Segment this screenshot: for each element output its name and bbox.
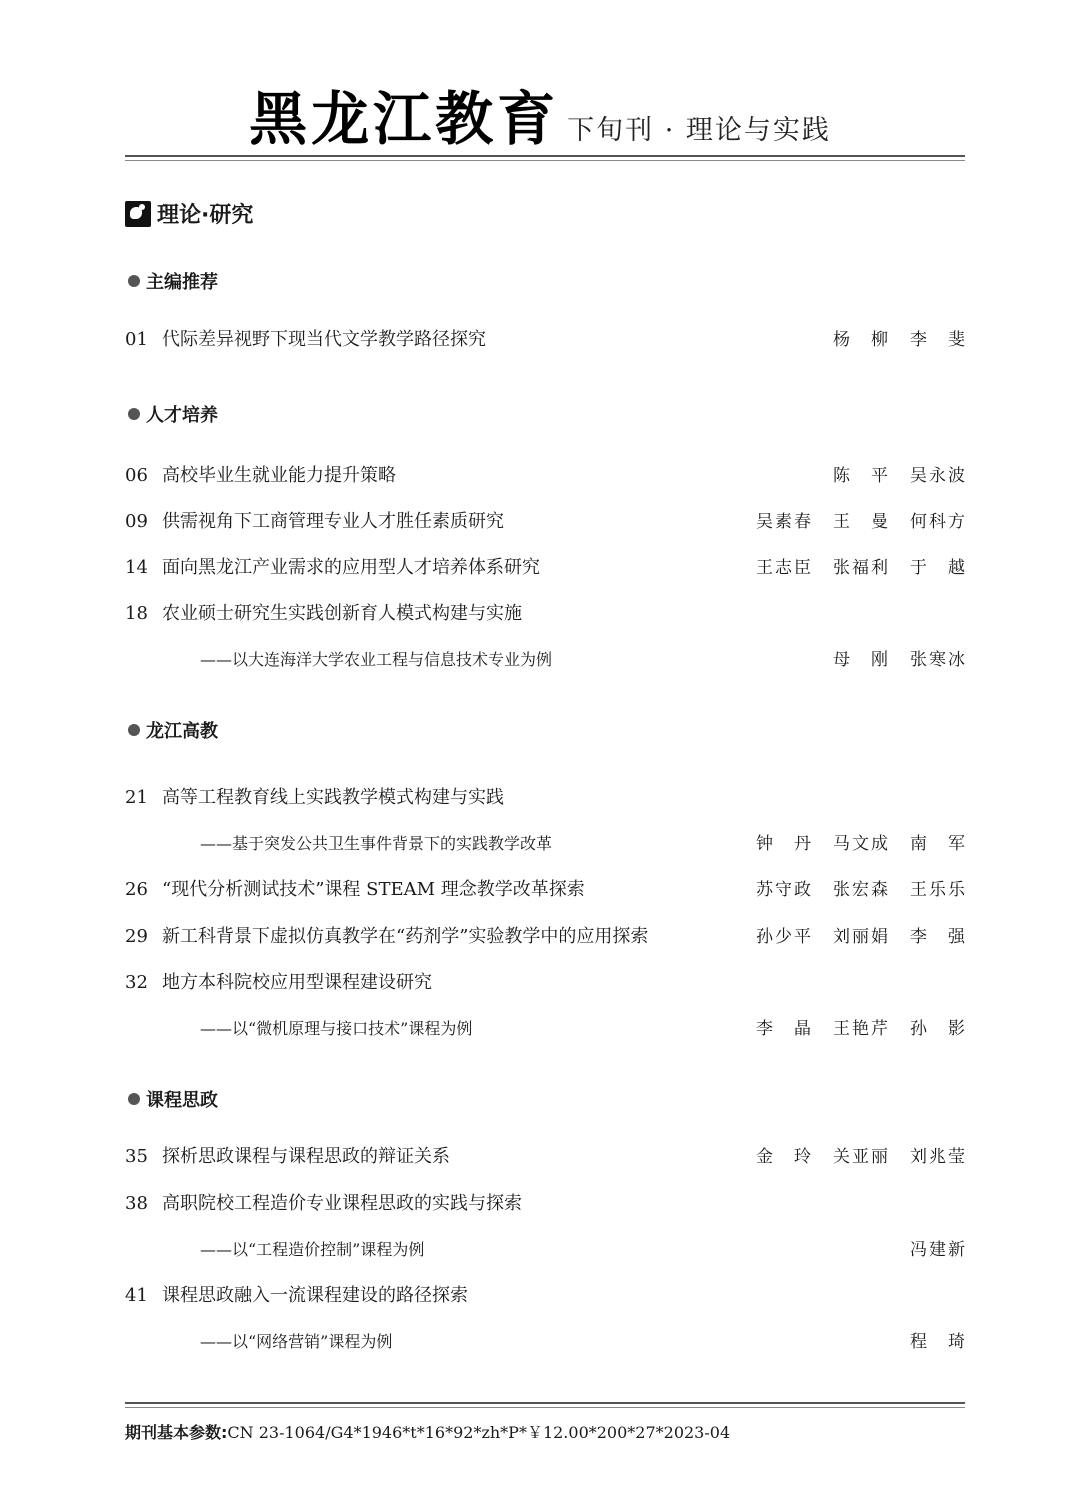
page-number: 14 [125, 557, 148, 578]
author-name: 刘兆莹 [910, 1147, 965, 1167]
header-rule [125, 155, 965, 157]
category-heading: 主编推荐 [128, 268, 218, 294]
author-name: 李斐 [910, 330, 965, 350]
article-title: “现代分析测试技术”课程 STEAM 理念教学改革探索 [162, 879, 585, 900]
article-title: 农业硕士研究生实践创新育人模式构建与实施 [162, 603, 522, 624]
journal-title: 黑龙江教育 [249, 85, 560, 153]
toc-entry[interactable] [125, 1282, 965, 1310]
toc-entry[interactable] [125, 876, 965, 904]
author-name: 王乐乐 [910, 880, 965, 900]
article-subtitle: ——以“网络营销”课程为例 [200, 1332, 393, 1351]
page-number: 09 [125, 511, 148, 532]
author-list [756, 1015, 965, 1043]
author-name: 母刚 [833, 650, 888, 670]
author-name: 刘丽娟 [833, 927, 888, 947]
page-number: 38 [125, 1193, 148, 1214]
category-heading: 龙江高教 [128, 717, 218, 743]
masthead [0, 72, 1080, 156]
parameters-label: 期刊基本参数: [125, 1423, 228, 1442]
article-title: 课程思政融入一流课程建设的路径探索 [162, 1285, 468, 1306]
article-subtitle: ——以“工程造价控制”课程为例 [200, 1240, 425, 1259]
article-subtitle: ——以“微机原理与接口技术”课程为例 [200, 1019, 473, 1038]
article-subtitle: ——以大连海洋大学农业工程与信息技术专业为例 [200, 650, 553, 669]
toc-entry[interactable] [125, 969, 965, 997]
toc-entry[interactable] [125, 462, 965, 490]
page-number: 29 [125, 926, 148, 947]
author-list [756, 554, 965, 582]
author-name: 孙少平 [756, 927, 811, 947]
author-name: 苏守政 [756, 880, 811, 900]
article-title: 高职院校工程造价专业课程思政的实践与探索 [162, 1193, 522, 1214]
article-title: 地方本科院校应用型课程建设研究 [162, 972, 432, 993]
author-name: 张福利 [833, 558, 888, 578]
journal-parameters [125, 1420, 730, 1443]
toc-entry-subtitle-row [125, 1015, 965, 1043]
author-name: 李晶 [756, 1019, 811, 1039]
author-name: 李强 [910, 927, 965, 947]
author-list [833, 326, 965, 354]
toc-entry[interactable] [125, 600, 965, 628]
heilongjiang-map-icon [125, 201, 151, 227]
author-name: 关亚丽 [833, 1147, 888, 1167]
article-title: 高校毕业生就业能力提升策略 [162, 465, 396, 486]
article-title: 供需视角下工商管理专业人才胜任素质研究 [162, 511, 504, 532]
journal-subtitle: 下旬刊 · 理论与实践 [567, 115, 831, 146]
author-list [910, 1236, 965, 1264]
page-number: 18 [125, 603, 148, 624]
section-title: 理论·研究 [157, 203, 254, 228]
page-number: 06 [125, 465, 148, 486]
author-name: 钟丹 [756, 834, 811, 854]
section-heading [125, 198, 253, 229]
author-name: 杨柳 [833, 330, 888, 350]
page-number: 21 [125, 787, 148, 808]
toc-entry-subtitle-row [125, 646, 965, 674]
article-title: 新工科背景下虚拟仿真教学在“药剂学”实验教学中的应用探索 [162, 926, 649, 947]
toc-entry[interactable] [125, 1190, 965, 1218]
toc-entry-subtitle-row [125, 1328, 965, 1356]
author-name: 王艳芹 [833, 1019, 888, 1039]
author-name: 陈平 [833, 466, 888, 486]
author-name: 南军 [910, 834, 965, 854]
author-name: 张寒冰 [910, 650, 965, 670]
toc-entry[interactable] [125, 326, 965, 354]
author-list [910, 1328, 965, 1356]
bullet-icon [128, 1093, 140, 1105]
author-name: 于越 [910, 558, 965, 578]
author-name: 王曼 [833, 512, 888, 532]
bullet-icon [128, 408, 140, 420]
author-name: 程琦 [910, 1332, 965, 1352]
toc-entry[interactable] [125, 923, 965, 951]
author-name: 马文成 [833, 834, 888, 854]
author-name: 吴永波 [910, 466, 965, 486]
header-rule-thin [125, 160, 965, 161]
category-heading: 课程思政 [128, 1086, 218, 1112]
author-name: 张宏森 [833, 880, 888, 900]
author-list [756, 1143, 965, 1171]
author-name: 冯建新 [910, 1240, 965, 1260]
bullet-icon [128, 275, 140, 287]
page-number: 32 [125, 972, 148, 993]
toc-entry-subtitle-row [125, 1236, 965, 1264]
article-subtitle: ——基于突发公共卫生事件背景下的实践教学改革 [200, 834, 553, 853]
author-name: 何科方 [910, 512, 965, 532]
category-heading: 人才培养 [128, 401, 218, 427]
toc-entry[interactable] [125, 784, 965, 812]
article-title: 面向黑龙江产业需求的应用型人才培养体系研究 [162, 557, 540, 578]
toc-entry-subtitle-row [125, 830, 965, 858]
toc-entry[interactable] [125, 508, 965, 536]
author-list [833, 462, 965, 490]
footer-rule-thin [125, 1407, 965, 1408]
bullet-icon [128, 724, 140, 736]
page-number: 41 [125, 1285, 148, 1306]
author-list [756, 830, 965, 858]
author-name: 金玲 [756, 1147, 811, 1167]
parameters-value: CN 23-1064/G4*1946*t*16*92*zh*P*￥12.00*200*27*2023-04 [227, 1423, 731, 1442]
author-name: 王志臣 [756, 558, 811, 578]
author-name: 吴素春 [756, 512, 811, 532]
article-title: 代际差异视野下现当代文学教学路径探究 [162, 329, 486, 350]
page-number: 26 [125, 879, 148, 900]
author-list [833, 646, 965, 674]
toc-entry[interactable] [125, 554, 965, 582]
author-list [756, 876, 965, 904]
article-title: 高等工程教育线上实践教学模式构建与实践 [162, 787, 504, 808]
author-list [756, 923, 965, 951]
page-number: 01 [125, 329, 148, 350]
author-list [756, 508, 965, 536]
article-title: 探析思政课程与课程思政的辩证关系 [162, 1146, 450, 1167]
footer-rule [125, 1402, 965, 1404]
page-number: 35 [125, 1146, 148, 1167]
author-name: 孙影 [910, 1019, 965, 1039]
toc-entry[interactable] [125, 1143, 965, 1171]
